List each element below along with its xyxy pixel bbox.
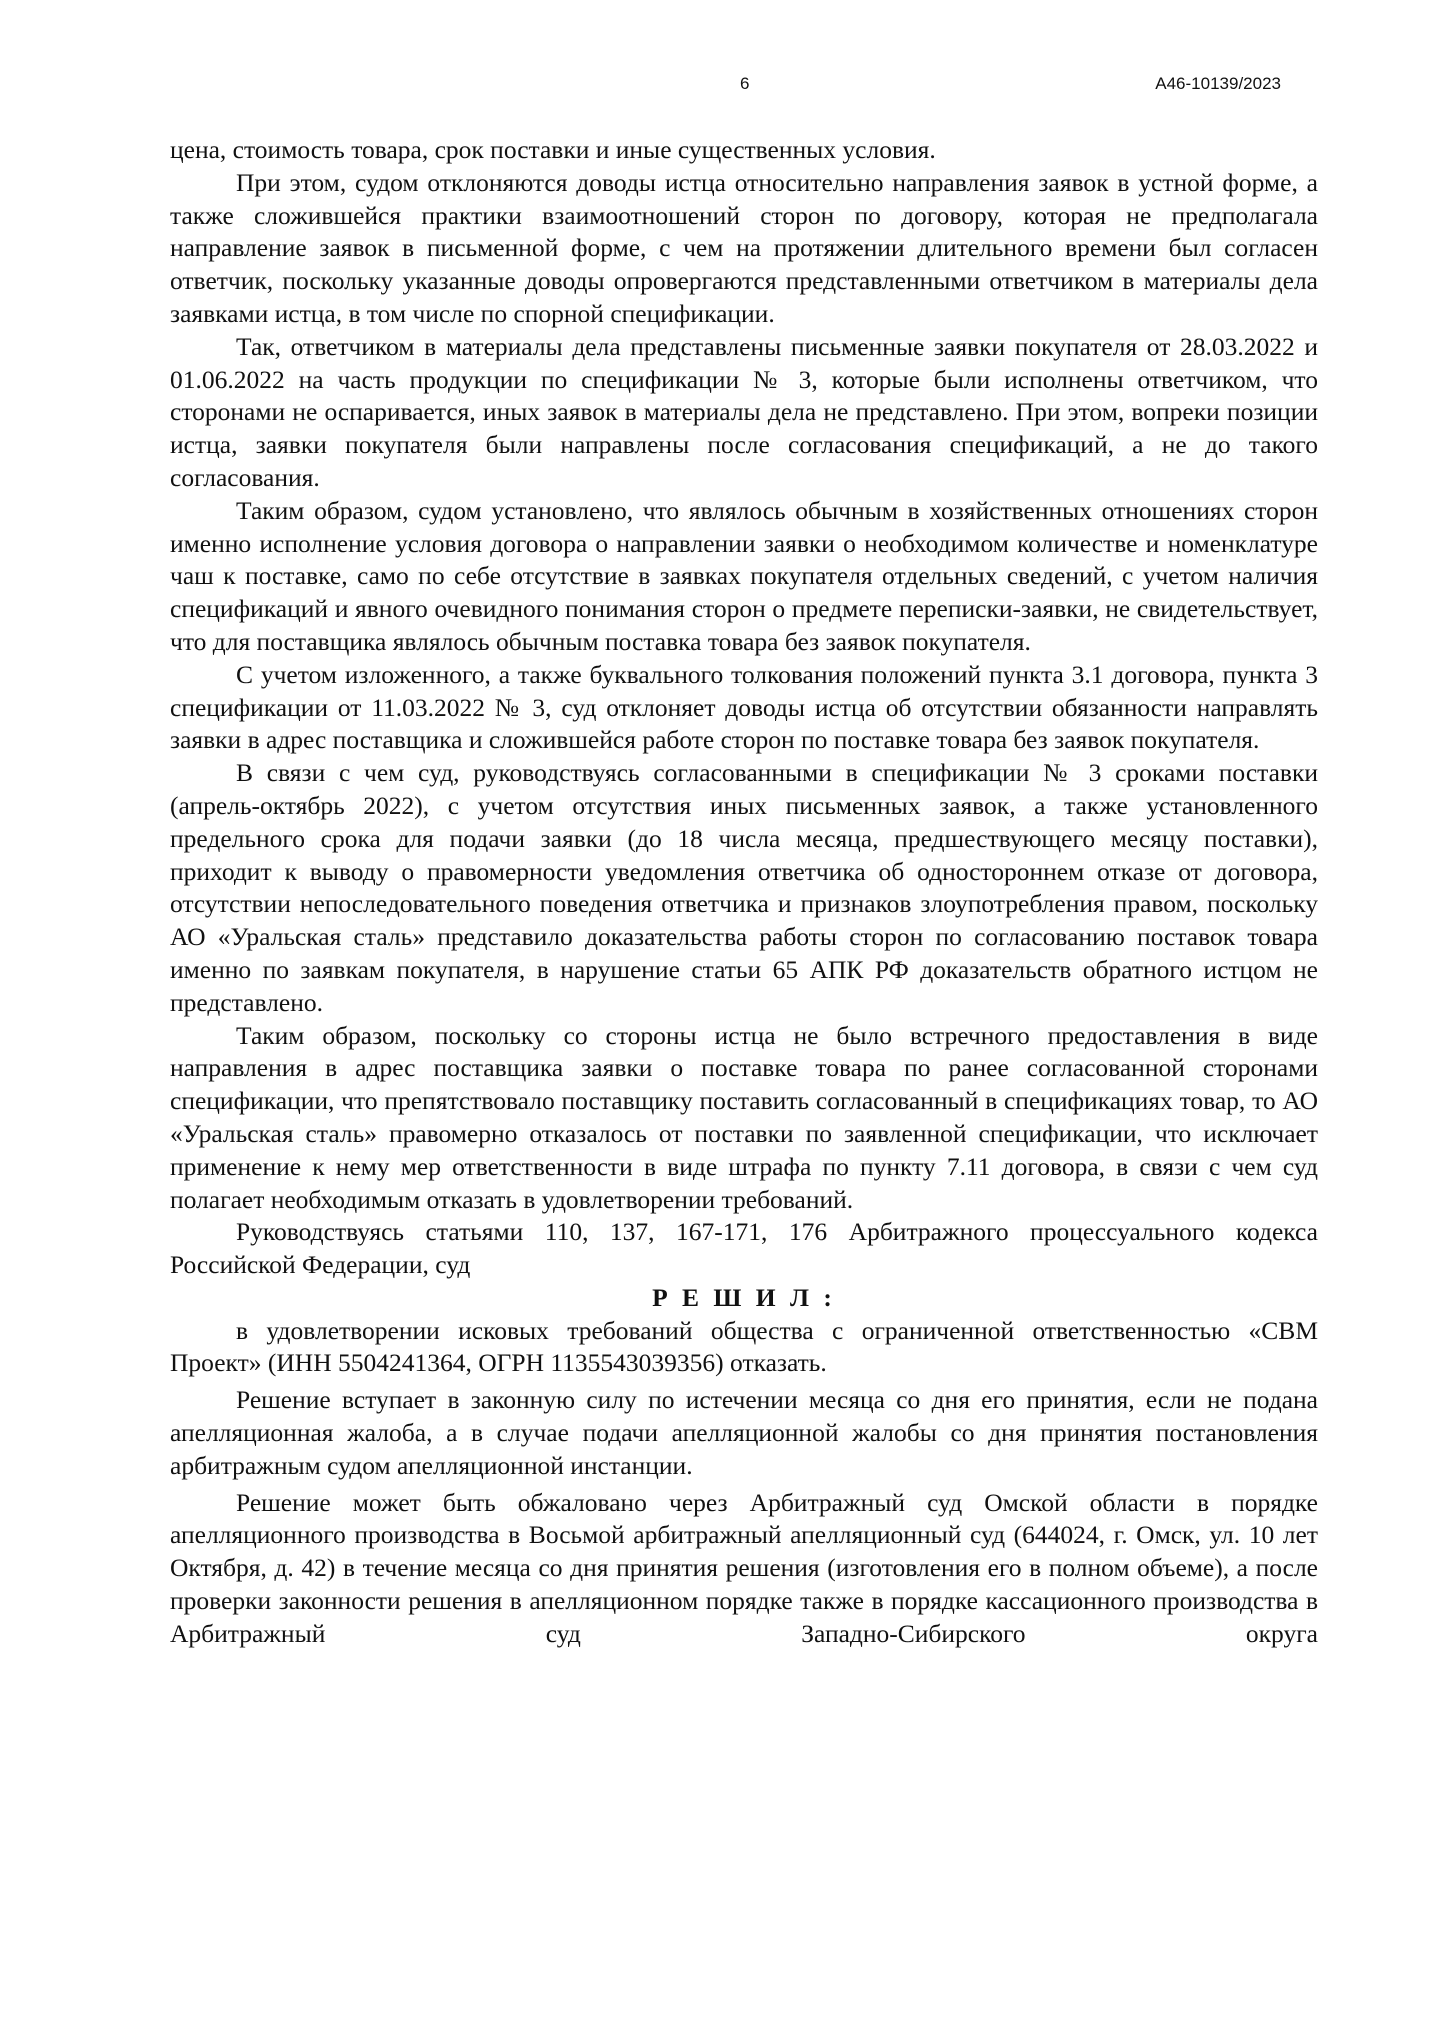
page-header bbox=[0, 74, 1429, 104]
case-number: А46-10139/2023 bbox=[1155, 74, 1281, 93]
paragraph-established-practice: Таким образом, судом установлено, что являлось обычным в хозяйственных отношениях сторон именно исполнение условия договора о направлении заявки о необходимом количестве и номенклатуре чаш к поставке, само по себе отсутствие в заявках покупателя отдельных сведений, с учетом наличия спецификаций и явного очевидного понимания сторон о предмете переписки-заявки, не свидетельствует, что для поставщика являлось обычным поставка товара без заявок покупателя. bbox=[170, 495, 1318, 656]
page-number: 6 bbox=[740, 74, 750, 93]
paragraph-legal-basis: Руководствуясь статьями 110, 137, 167-171, 176 Арбитражного процессуального кодекса Российской Федерации, суд bbox=[170, 1217, 1318, 1280]
document-body bbox=[170, 134, 1318, 1651]
paragraph-interpretation: С учетом изложенного, а также буквального толкования положений пункта 3.1 договора, пункта 3 спецификации от 11.03.2022 № 3, суд отклоняет доводы истца об отсутствии обязанности направлять заявки в адрес поставщика и сложившейся работе сторон по поставке товара без заявок покупателя. bbox=[170, 659, 1318, 755]
paragraph-conclusion: В связи с чем суд, руководствуясь согласованными в спецификации № 3 сроками поставки (апрель-октябрь 2022), с учетом отсутствия иных письменных заявок, а также установленного предельного срока для подачи заявки (до 18 числа месяца, предшествующего месяцу поставки), приходит к выводу о правомерности уведомления ответчика об одностороннем отказе от договора, отсутствии непоследовательного поведения ответчика и признаков злоупотребления правом, поскольку АО «Уральская сталь» представило доказательства работы сторон по согласованию поставок товара именно по заявкам покупателя, в нарушение статьи 65 АПК РФ доказательств обратного истцом не представлено. bbox=[170, 758, 1318, 1017]
decision-heading: Р Е Ш И Л : bbox=[652, 1282, 836, 1312]
paragraph-written-requests: Так, ответчиком в материалы дела представлены письменные заявки покупателя от 28.03.2022 и 01.06.2022 на часть продукции по спецификации № 3, которые были исполнены ответчиком, что сторонами не оспаривается, иных заявок в материалы дела не представлено. При этом, вопреки позиции истца, заявки покупателя были направлены после согласования спецификаций, а не до такого согласования. bbox=[170, 331, 1318, 492]
decision-paragraph-refusal: в удовлетворении исковых требований общества с ограниченной ответственностью «СВМ Проект» (ИНН 5504241364, ОГРН 1135543039356) отказать. bbox=[170, 1315, 1318, 1378]
paragraph-oral-requests: При этом, судом отклоняются доводы истца относительно направления заявок в устной форме, а также сложившейся практики взаимоотношений сторон по договору, которая не предполагала направление заявок в письменной форме, с чем на протяжении длительного времени был согласен ответчик, поскольку указанные доводы опровергаются представленными ответчиком в материалы дела заявками истца, в том числе по спорной спецификации. bbox=[170, 167, 1318, 328]
decision-paragraph-appeal: Решение может быть обжаловано через Арбитражный суд Омской области в порядке апелляционного производства в Восьмой арбитражный апелляционный суд (644024, г. Омск, ул. 10 лет Октября, д. 42) в течение месяца со дня принятия решения (изготовления его в полном объеме), а после проверки законности решения в апелляционном порядке также в порядке кассационного производства в Арбитражный суд Западно-Сибирского округа bbox=[170, 1487, 1318, 1648]
decision-paragraph-effective-date: Решение вступает в законную силу по истечении месяца со дня его принятия, если не подана апелляционная жалоба, а в случае подачи апелляционной жалобы со дня принятия постановления арбитражным судом апелляционной инстанции. bbox=[170, 1385, 1318, 1480]
paragraph-no-counter-performance: Таким образом, поскольку со стороны истца не было встречного предоставления в виде направления в адрес поставщика заявки о поставке товара по ранее согласованной сторонами спецификации, что препятствовало поставщику поставить согласованный в спецификациях товар, то АО «Уральская сталь» правомерно отказалось от поставки по заявленной спецификации, что исключает применение к нему мер ответственности в виде штрафа по пункту 7.11 договора, в связи с чем суд полагает необходимым отказать в удовлетворении требований. bbox=[170, 1020, 1318, 1214]
paragraph-continuation: цена, стоимость товара, срок поставки и иные существенных условия. bbox=[170, 135, 936, 164]
